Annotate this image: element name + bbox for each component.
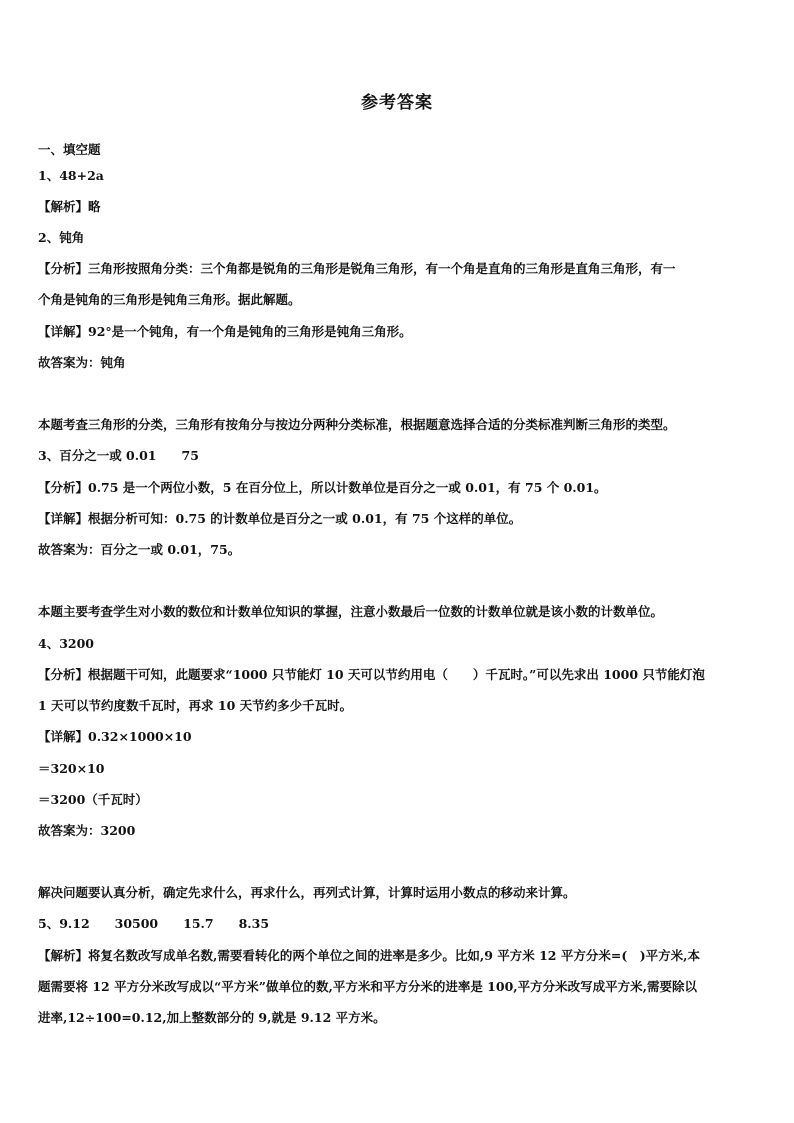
analysis-5-line-1: 【解析】将复名数改写成单名数,需要看转化的两个单位之间的进率是多少。比如,9 平方米 12 平方分米=( )平方米,本: [38, 948, 701, 963]
comment-3: 本题主要考查学生对小数的数位和计数单位知识的掌握，注意小数最后一位数的计数单位就是该小数的计数单位。: [38, 604, 664, 619]
analysis-3: 【分析】0.75 是一个两位小数，5 在百分位上，所以计数单位是百分之一或 0.01，有 75 个 0.01。: [38, 480, 607, 495]
comment-4: 解决问题要认真分析，确定先求什么，再求什么，再列式计算，计算时运用小数点的移动来计算。: [38, 885, 576, 900]
detail-2: 【详解】92°是一个钝角，有一个角是钝角的三角形是钝角三角形。: [38, 324, 412, 339]
detail-3: 【详解】根据分析可知：0.75 的计数单位是百分之一或 0.01，有 75 个这样的单位。: [38, 511, 522, 526]
comment-2: 本题考查三角形的分类，三角形有按角分与按边分两种分类标准，根据题意选择合适的分类标准判断三角形的类型。: [38, 417, 676, 432]
page-title: 参考答案: [361, 93, 433, 113]
final-answer-4: 故答案为：3200: [38, 823, 136, 838]
final-answer-3: 故答案为：百分之一或 0.01，75。: [38, 542, 241, 557]
answer-4: 4、3200: [38, 636, 94, 651]
analysis-4-line-2: 1 天可以节约度数千瓦时，再求 10 天节约多少千瓦时。: [38, 698, 353, 713]
answer-1: 1、48+2a: [38, 168, 104, 183]
analysis-5-line-3: 进率,12÷100=0.12,加上整数部分的 9,就是 9.12 平方米。: [38, 1010, 386, 1025]
analysis-1: 【解析】略: [38, 199, 101, 214]
analysis-4-line-1: 【分析】根据题干可知，此题要求“1000 只节能灯 10 天可以节约用电（ ）千瓦时。”可以先求出 1000 只节能灯泡: [38, 667, 705, 682]
detail-4-step-2: ＝320×10: [38, 761, 105, 776]
analysis-2-line-2: 个角是钝角的三角形是钝角三角形。据此解题。: [38, 292, 301, 307]
section-heading: 一、填空题: [38, 142, 101, 157]
analysis-2-line-1: 【分析】三角形按照角分类：三个角都是锐角的三角形是锐角三角形，有一个角是直角的三角形是直角三角形，有一: [38, 261, 676, 276]
answer-2: 2、钝角: [38, 230, 85, 245]
answer-3: 3、百分之一或 0.01 75: [38, 448, 199, 463]
detail-4-step-1: 【详解】0.32×1000×10: [38, 729, 192, 744]
analysis-5-line-2: 题需要将 12 平方分米改写成以“平方米”做单位的数,平方米和平方分米的进率是 100,平方分米改写成平方米,需要除以: [38, 979, 697, 994]
detail-4-step-3: ＝3200（千瓦时）: [38, 792, 148, 807]
answer-5: 5、9.12 30500 15.7 8.35: [38, 916, 270, 931]
final-answer-2: 故答案为：钝角: [38, 355, 126, 370]
